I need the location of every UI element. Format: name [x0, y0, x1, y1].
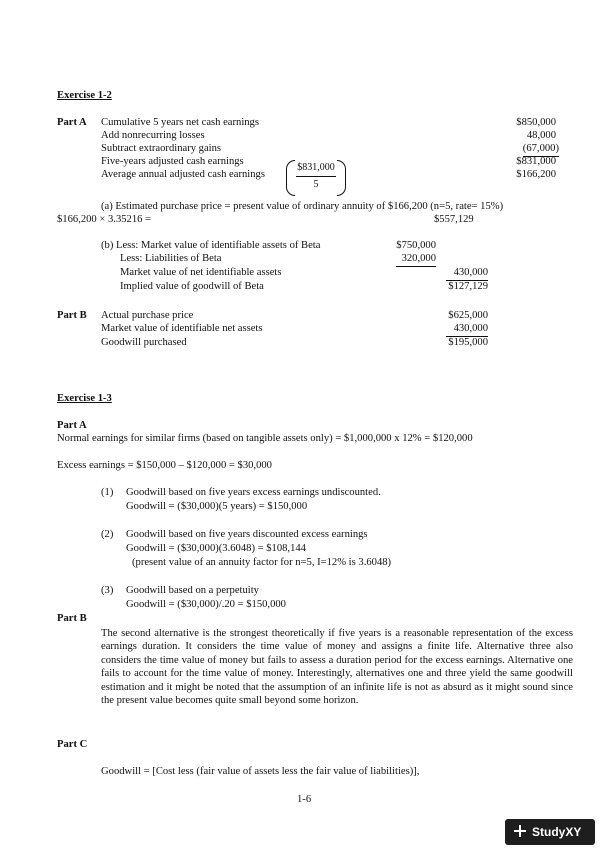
- studyxy-badge[interactable]: [505, 819, 595, 845]
- badge-text: StudyXY: [532, 825, 582, 839]
- ex12-row-value: $831,000: [516, 156, 556, 167]
- ex12-part-a-label: Part A: [57, 117, 87, 128]
- ex12-b-row-label: (b) Less: Market value of identifiable assets of Beta: [101, 240, 321, 251]
- fraction-numerator: $831,000: [297, 162, 335, 173]
- exercise-1-2-title: Exercise 1-2: [57, 90, 112, 101]
- page-number: 1-6: [297, 794, 312, 805]
- ex13-part-a-label: Part A: [57, 420, 87, 431]
- ex13-normal-earnings: Normal earnings for similar firms (based on tangible assets only) = $1,000,000 x 12% = $120,000: [57, 433, 473, 444]
- ex12-partb-row-label: Market value of identifiable net assets: [101, 323, 263, 334]
- ex12-row-label: Cumulative 5 years net cash earnings: [101, 117, 259, 128]
- ex12-row-label: Subtract extraordinary gains: [101, 143, 222, 154]
- ex12-row-value: $850,000: [516, 117, 556, 128]
- ex13-item-line: Goodwill based on a perpetuity: [126, 585, 259, 596]
- ex12-partb-row-label: Actual purchase price: [101, 310, 194, 321]
- ex13-part-b-label: Part B: [57, 613, 87, 624]
- ex12-row-label: Five-years adjusted cash earnings: [101, 156, 244, 167]
- ex12-partb-row-label: Goodwill purchased: [101, 337, 187, 348]
- ex12-b-col1: $750,000: [396, 240, 436, 251]
- ex13-item-line: Goodwill = ($30,000)(5 years) = $150,000: [126, 501, 308, 512]
- ex12-b-row-label: Less: Liabilities of Beta: [120, 253, 222, 264]
- average-earnings-fraction: [286, 160, 346, 194]
- ex13-item-line: Goodwill = ($30,000)/.20 = $150,000: [126, 599, 286, 610]
- ex12-b-col2: 430,000: [446, 268, 488, 281]
- ex12-partb-row-value: $195,000: [448, 337, 488, 348]
- fraction-bar: [296, 176, 336, 177]
- exercise-1-3-title: Exercise 1-3: [57, 393, 112, 404]
- ex12-row-label: Add nonrecurring losses: [101, 130, 205, 141]
- ex13-item-number: (3): [101, 585, 114, 596]
- ex12-b-row-label: Market value of net identifiable assets: [120, 267, 282, 278]
- ex12-b-row-label: Implied value of goodwill of Beta: [120, 281, 264, 292]
- ex12-row-value: $166,200: [516, 169, 556, 180]
- ex13-part-c-text: Goodwill = [Cost less (fair value of assets less the fair value of liabilities)],: [101, 766, 420, 777]
- ex13-item-line: Goodwill based on five years discounted excess earnings: [126, 529, 368, 540]
- ex12-row-label: Average annual adjusted cash earnings: [101, 169, 265, 180]
- ex12-a-result: $557,129: [434, 214, 474, 225]
- ex12-a-statement: (a) Estimated purchase price = present value of ordinary annuity of $166,200 (n=5, rate= 15%): [101, 201, 504, 212]
- ex13-item-number: (2): [101, 529, 114, 540]
- fraction-denominator: 5: [313, 179, 319, 190]
- ex13-part-c-label: Part C: [57, 739, 88, 750]
- ex12-b-col1: 320,000: [396, 254, 436, 267]
- ex12-row-value: (67,000): [523, 144, 559, 157]
- ex12-part-b-label: Part B: [57, 310, 87, 321]
- right-parenthesis: [337, 160, 346, 196]
- ex12-a-calculation: $166,200 × 3.35216 =: [57, 214, 152, 225]
- plus-icon: [514, 825, 526, 837]
- ex13-item-line: Goodwill = ($30,000)(3.6048) = $108,144: [126, 543, 306, 554]
- ex13-part-b-paragraph: The second alternative is the strongest theoretically if five years is a reasonable representation of the excess earnings duration. It considers the time value of money and assigns a finite life. Alternative three also considers the time value of money but fails to assess a duration period for the excess earnings. Alternative one fails to account for the time value of money. Interestingly, alternatives one and three yield the same goodwill estimation and it might be noted that the assumption of an infinite life is not as absurd as it might sound since the present value becomes quite small beyond some horizon.: [101, 628, 573, 707]
- ex12-b-col2: $127,129: [448, 281, 488, 292]
- ex12-partb-row-value: $625,000: [448, 310, 488, 321]
- ex13-item-line: Goodwill based on five years excess earnings undiscounted.: [126, 487, 381, 498]
- ex12-partb-row-value: 430,000: [446, 324, 488, 337]
- ex13-excess-earnings: Excess earnings = $150,000 – $120,000 = $30,000: [57, 460, 272, 471]
- ex12-row-value: 48,000: [526, 130, 556, 141]
- ex13-item-note: (present value of an annuity factor for n=5, I=12% is 3.6048): [132, 557, 392, 568]
- ex13-item-number: (1): [101, 487, 114, 498]
